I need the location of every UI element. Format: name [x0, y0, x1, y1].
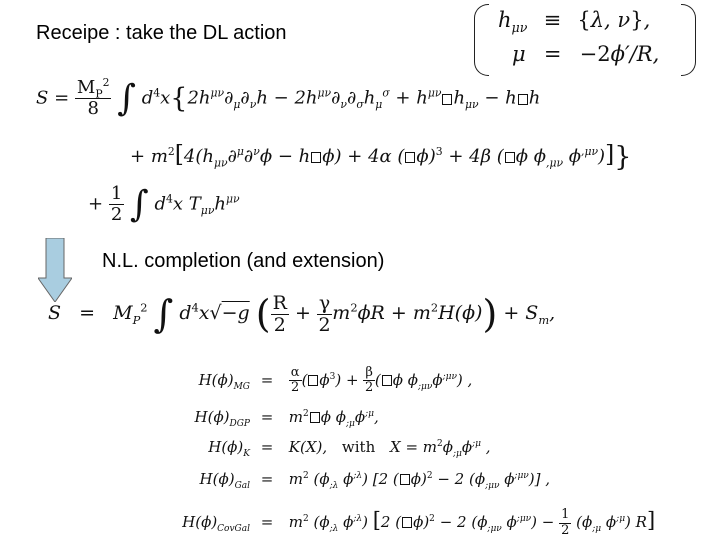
h-k-row: $H(\phi)_K = K(X)$, with $X = m^2\phi_{;\mu}\phi^{;\mu}$ ,	[208, 438, 491, 459]
h-gal-row: $H(\phi)_{Gal} = m^2$ ($\phi_{;\lambda}$ $\phi^{;\lambda}$) [2 ( ϕ)$^2$ − 2 ($\phi_{;\mu\nu}$ $\phi^{;\mu\nu}$)] ,	[199, 470, 551, 491]
left-bracket	[474, 4, 489, 76]
h-covgal-row: $H(\phi)_{CovGal} = m^2$ ($\phi_{;\lambda}$ $\phi^{;\lambda}$) [2 ( ϕ)$^2$ − 2 ($\phi_{;\mu\nu}$ $\phi^{;\mu\nu}$) − $\frac{1}{2}$ ($\phi_{;\mu}$ $\phi^{;\mu}$) R]	[182, 507, 656, 538]
nl-completion-heading: N.L. completion (and extension)	[102, 250, 385, 272]
dl-action-line-3: + $\frac{1}{2}$ ∫ $d^4x$ $T_{\mu\nu}h^{\mu\nu}$	[88, 183, 240, 225]
matrix-row-h: $h_{\mu\nu} \equiv \{\lambda$, ν},	[498, 8, 651, 36]
matrix-row-mu: μ = −2ϕ′/R,	[512, 42, 660, 66]
recipe-heading: Receipe : take the DL action	[36, 22, 287, 44]
h-mg-row: $H(\phi)_{MG}$ = $\frac{\alpha}{2}$ ( $\phi^3$) + $\frac{\beta}{2}$ ( ϕ $\phi_{;\mu\nu}\phi^{;\mu\nu}$) ,	[198, 365, 473, 396]
field-definitions-matrix	[474, 4, 696, 74]
covariant-action: $S = M_P^2$ ∫ $d^4x√-g$ ( $\frac{R}{2}$ + $\frac{\gamma}{2}$ $m^2\phi R + m^2H(\phi)) + S_m$,	[48, 291, 556, 336]
dl-action-line-2: + $m^2[4(h_{\mu\nu}\partial^\mu\partial^\nu\phi - h$ ϕ) + 4α ( ϕ)$^3$ + 4β ( ϕ $\phi_{,\mu\nu}$ $\phi^{,\mu\nu}$)]}	[130, 140, 632, 173]
dl-action-line-1: S = $\frac{M_P^2}{8}$ ∫ $d^4x\{2h^{\mu\nu}\partial_\mu\partial_\nu h - 2h^{\mu\nu}\partial_\nu\partial_\sigma h_\mu^\sigma + h^{\mu\nu}$ $h_{\mu\nu} - h$ h	[36, 76, 541, 119]
h-dgp-row: $H(\phi)_{DGP} = m^2$ ϕ $\phi_{;\mu}\phi^{;\mu}$,	[194, 408, 379, 429]
right-bracket	[681, 4, 696, 76]
